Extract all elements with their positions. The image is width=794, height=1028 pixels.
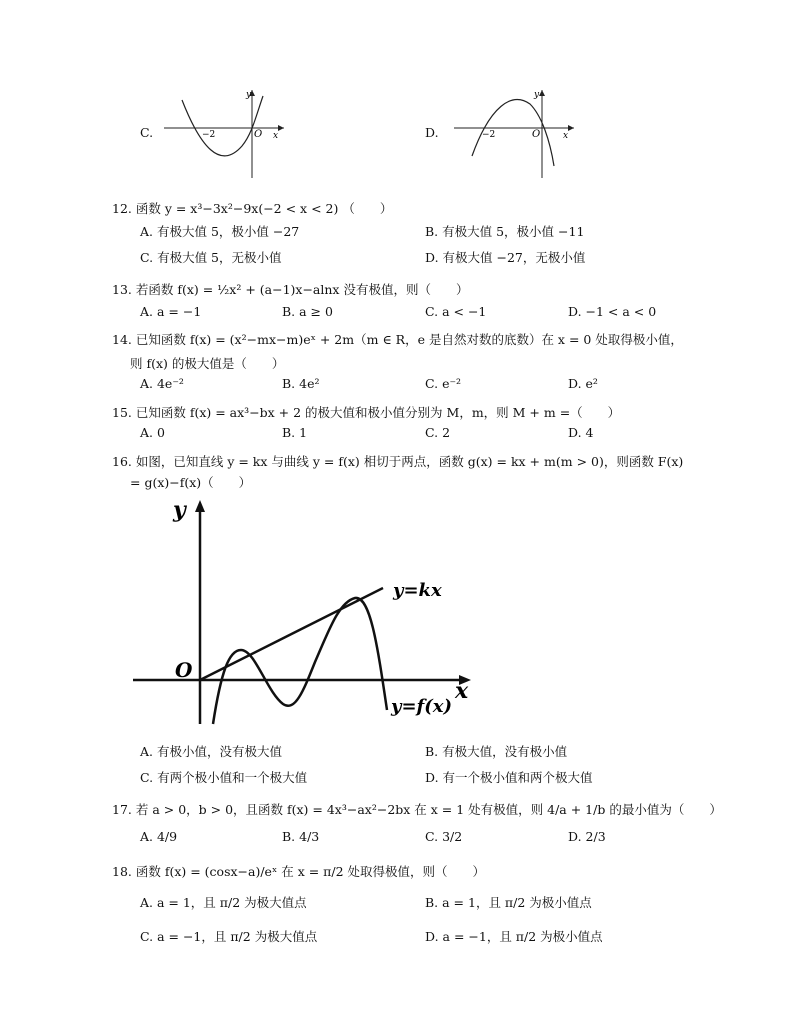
- y-axis-label: y: [173, 497, 186, 523]
- q18-option-c: C. a = −1，且 π/2 为极大值点: [140, 929, 318, 944]
- question-12-stem: 12. 函数 y = x³−3x²−9x(−2 < x < 2) （ ）: [112, 201, 393, 216]
- graph-option-d: [450, 86, 580, 181]
- q16-option-d: D. 有一个极小值和两个极大值: [425, 770, 593, 785]
- q15-option-b: B. 1: [282, 425, 308, 440]
- q15-option-a: A. 0: [140, 425, 165, 440]
- q16-option-c: C. 有两个极小值和一个极大值: [140, 770, 308, 785]
- q17-option-c: C. 3/2: [425, 829, 463, 844]
- question-15-stem: 15. 已知函数 f(x) = ax³−bx + 2 的极大值和极小值分别为 M，m，则 M + m =（ ）: [112, 405, 621, 420]
- x-arrow-icon: [278, 125, 284, 131]
- q12-option-c: C. 有极大值 5，无极小值: [140, 250, 282, 265]
- y-arrow-icon: [539, 90, 545, 96]
- question-17-stem: 17. 若 a > 0，b > 0，且函数 f(x) = 4x³−ax²−2bx 在 x = 1 处有极值，则 4/a + 1/b 的最小值为（ ）: [112, 802, 722, 817]
- q17-option-a: A. 4/9: [140, 829, 178, 844]
- option-d-label: D.: [425, 125, 439, 140]
- q17-option-d: D. 2/3: [568, 829, 606, 844]
- q13-option-b: B. a ≥ 0: [282, 304, 333, 319]
- line-label: y=kx: [393, 580, 442, 601]
- q13-option-a: A. a = −1: [140, 304, 202, 319]
- q18-option-b: B. a = 1，且 π/2 为极小值点: [425, 895, 592, 910]
- q14-option-b: B. 4e²: [282, 376, 320, 391]
- curve-c: [182, 96, 263, 156]
- origin-label: O: [532, 129, 541, 140]
- q18-option-a: A. a = 1，且 π/2 为极大值点: [140, 895, 307, 910]
- x-axis-label: x: [563, 131, 569, 141]
- y-axis-label: y: [246, 90, 252, 100]
- q18-option-d: D. a = −1，且 π/2 为极小值点: [425, 929, 603, 944]
- question-14-stem-line1: 14. 已知函数 f(x) = (x²−mx−m)eˣ + 2m（m ∈ R，e 是自然对数的底数）在 x = 0 处取得极小值，: [112, 332, 683, 347]
- origin-label: O: [175, 658, 193, 682]
- q16-option-a: A. 有极小值，没有极大值: [140, 744, 282, 759]
- q16-option-b: B. 有极大值，没有极小值: [425, 744, 568, 759]
- q15-option-d: D. 4: [568, 425, 594, 440]
- question-13-stem: 13. 若函数 f(x) = ½x² + (a−1)x−alnx 没有极值，则（ ）: [112, 282, 469, 297]
- graph-q16: [125, 492, 485, 732]
- q13-option-c: C. a < −1: [425, 304, 487, 319]
- graph-option-c: [160, 86, 290, 181]
- q12-option-a: A. 有极大值 5，极小值 −27: [140, 224, 300, 239]
- y-axis-label: y: [534, 90, 540, 100]
- curve-label: y=f(x): [391, 696, 453, 717]
- line-y-kx: [200, 588, 383, 680]
- x-arrow-icon: [568, 125, 574, 131]
- question-14-stem-line2: 则 f(x) 的极大值是（ ）: [130, 356, 285, 371]
- x-axis-label: x: [455, 678, 469, 704]
- q14-option-c: C. e⁻²: [425, 376, 462, 391]
- q17-option-b: B. 4/3: [282, 829, 320, 844]
- option-c-label: C.: [140, 125, 154, 140]
- y-arrow-icon: [195, 500, 205, 512]
- q14-option-d: D. e²: [568, 376, 598, 391]
- q12-option-b: B. 有极大值 5，极小值 −11: [425, 224, 585, 239]
- question-18-stem: 18. 函数 f(x) = (cosx−a)/eˣ 在 x = π/2 处取得极值，则（ ）: [112, 864, 486, 879]
- x-axis-label: x: [273, 131, 279, 141]
- question-16-stem-line1: 16. 如图，已知直线 y = kx 与曲线 y = f(x) 相切于两点，函数 g(x) = kx + m(m > 0)，则函数 F(x): [112, 454, 684, 469]
- q15-option-c: C. 2: [425, 425, 451, 440]
- question-16-stem-line2: = g(x)−f(x)（ ）: [130, 475, 252, 490]
- origin-label: O: [254, 129, 263, 140]
- tick-label: −2: [202, 130, 216, 140]
- tick-label: −2: [482, 130, 496, 140]
- q12-option-d: D. 有极大值 −27，无极小值: [425, 250, 586, 265]
- q13-option-d: D. −1 < a < 0: [568, 304, 657, 319]
- q14-option-a: A. 4e⁻²: [140, 376, 184, 391]
